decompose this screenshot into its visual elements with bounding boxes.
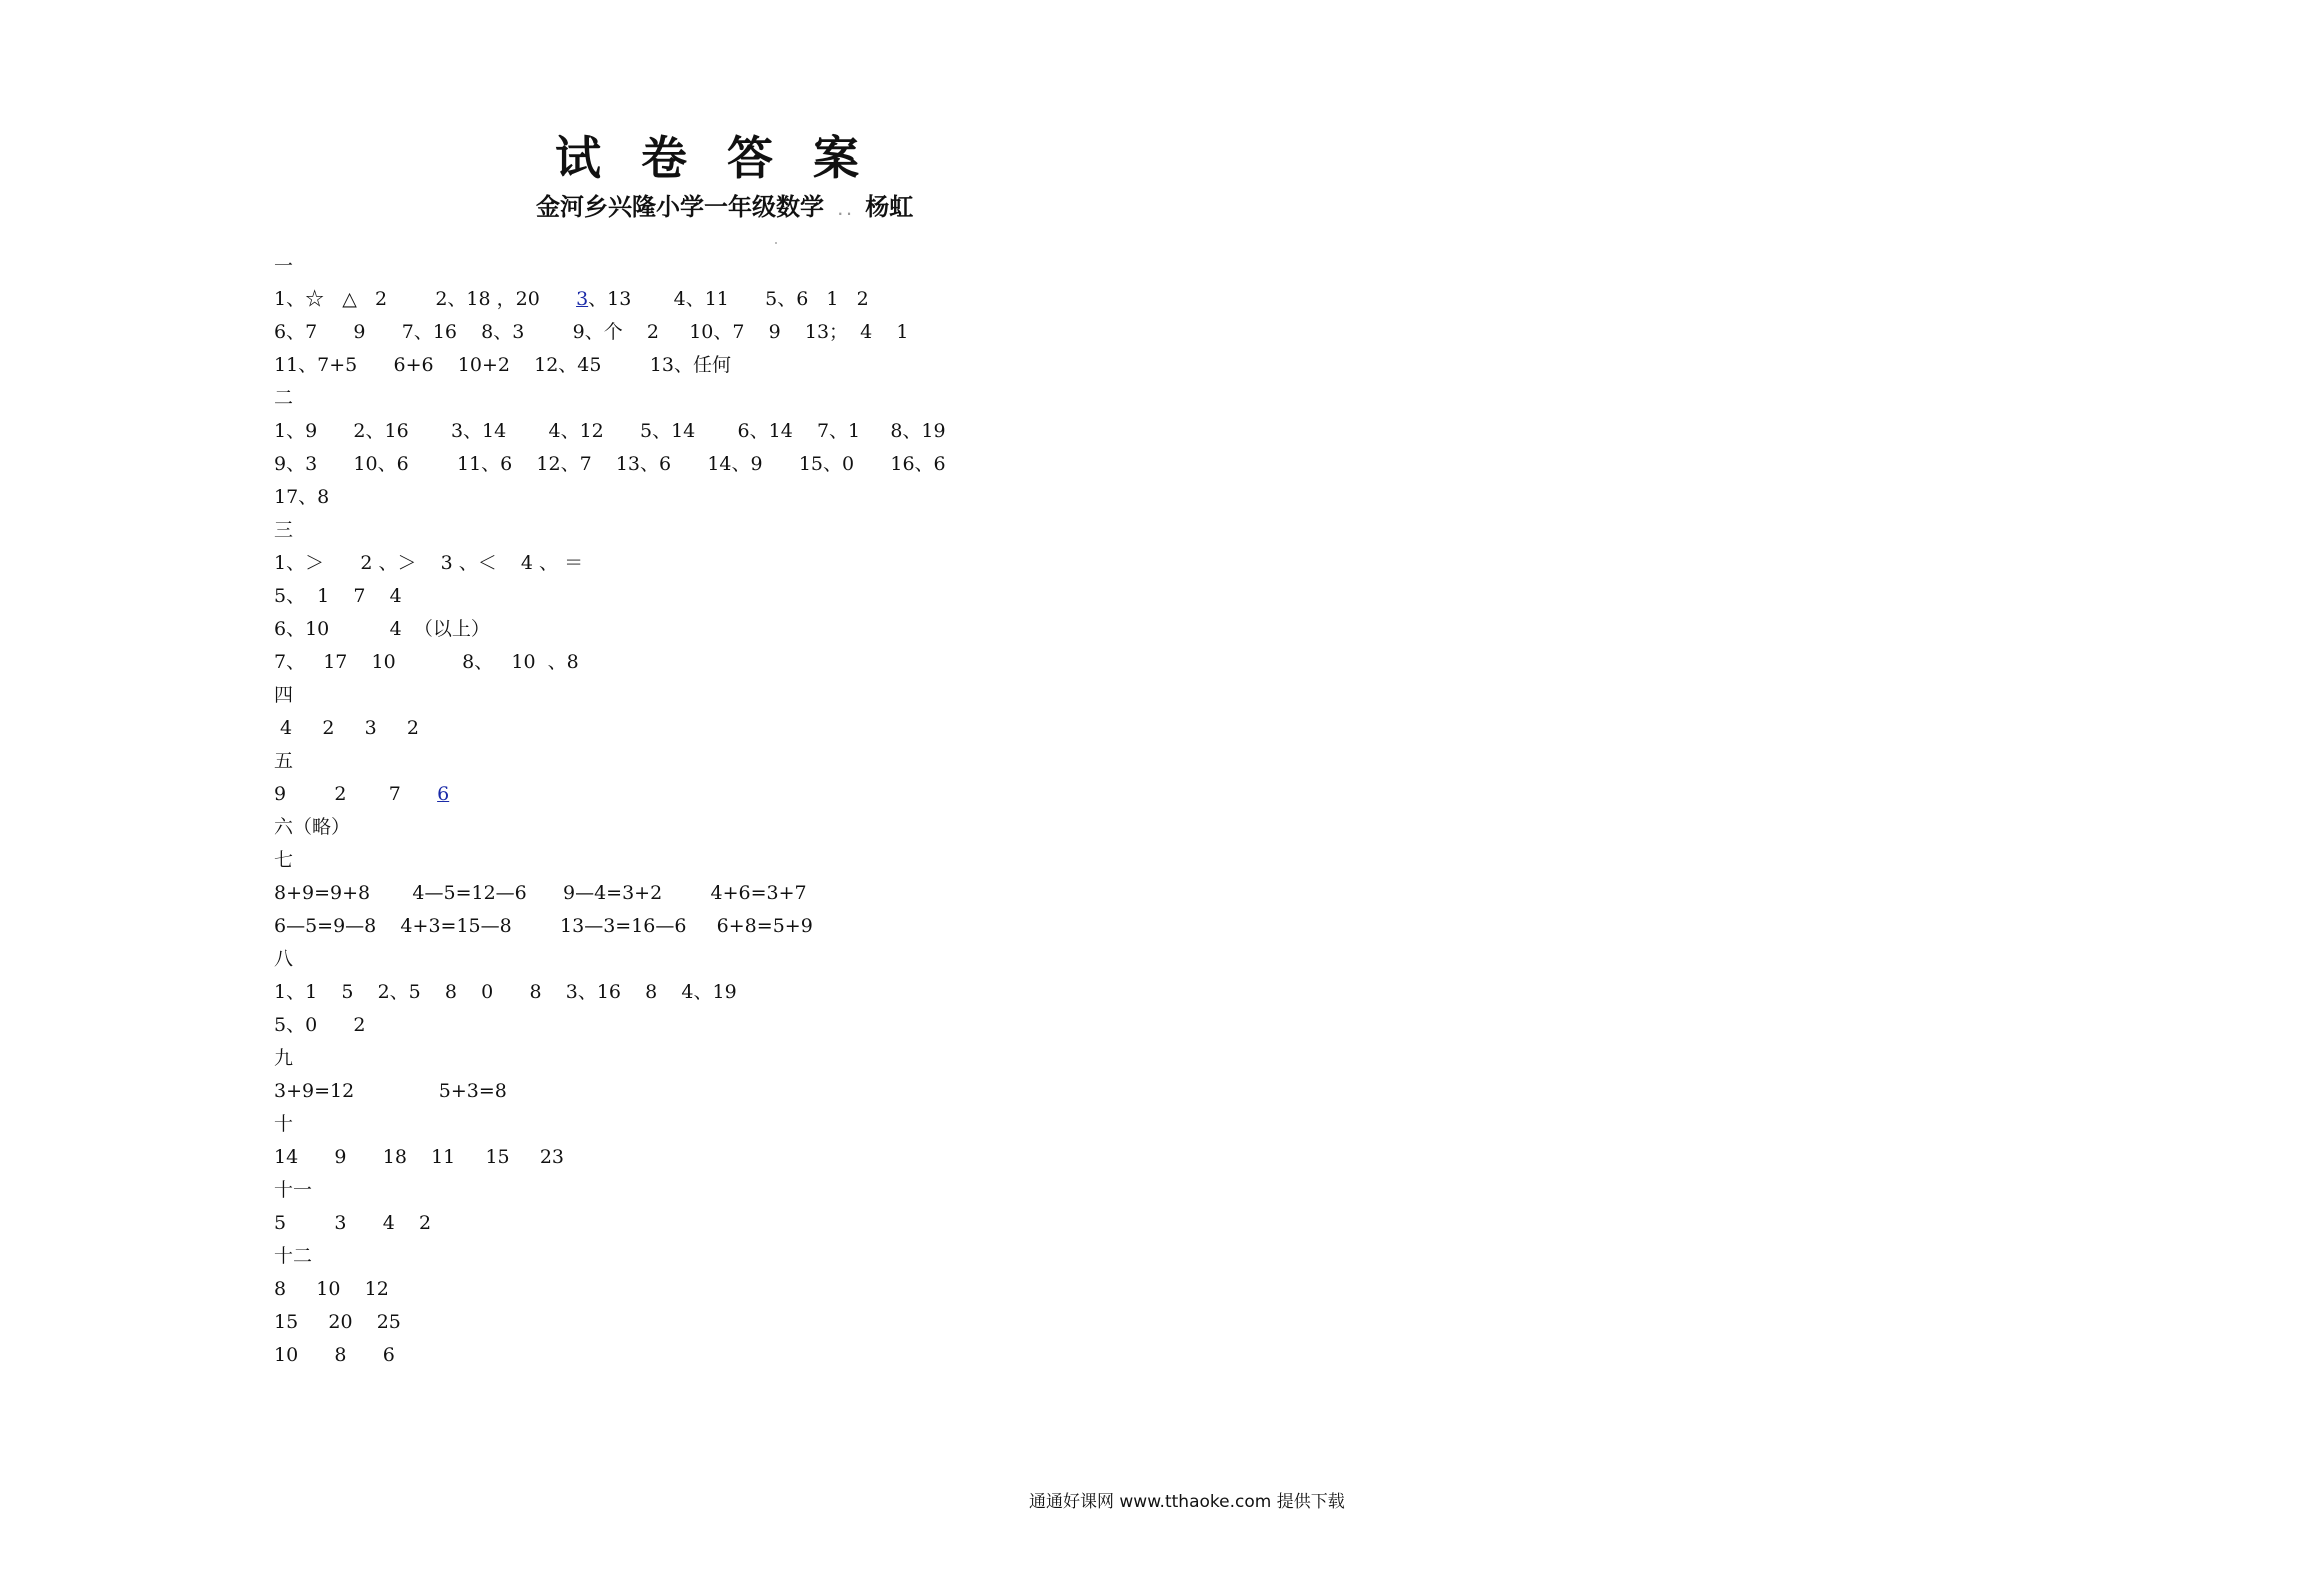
answer-text: 九 <box>274 1047 294 1069</box>
answer-text: 5、 1 7 4 <box>274 585 402 607</box>
answer-line <box>274 811 1174 844</box>
answer-text: 7、 17 10 8、 10 、8 <box>274 651 579 673</box>
answer-line <box>274 1273 1174 1306</box>
answer-text: 十二 <box>274 1245 313 1267</box>
answer-line <box>274 1042 1174 1075</box>
answer-text: 6、10 4 （以上） <box>274 618 490 640</box>
answer-text: 3+9=12 5+3=8 <box>274 1080 507 1102</box>
answer-text: 三 <box>274 519 294 541</box>
answer-text: 七 <box>274 849 294 871</box>
answer-text: 四 <box>274 684 294 706</box>
answer-line <box>274 976 1174 1009</box>
answer-line <box>274 547 1174 580</box>
answer-text: 五 <box>274 750 294 772</box>
answer-line <box>274 1174 1174 1207</box>
answer-text: 11、7+5 6+6 10+2 12、45 13、任何 <box>274 354 731 376</box>
answer-line <box>274 943 1174 976</box>
answer-text: 十 <box>274 1113 294 1135</box>
answer-line <box>274 1240 1174 1273</box>
answer-text: 8+9=9+8 4—5=12—6 9—4=3+2 4+6=3+7 <box>274 882 807 904</box>
document-subtitle <box>536 187 913 222</box>
answer-line <box>274 283 1174 316</box>
document-title: 试卷答案 <box>555 131 899 185</box>
answer-line <box>274 481 1174 514</box>
answer-text: 8 10 12 <box>274 1278 389 1300</box>
answer-line <box>274 382 1174 415</box>
answer-line <box>274 316 1174 349</box>
answer-line <box>274 1009 1174 1042</box>
answer-line <box>274 1108 1174 1141</box>
author-name: 杨虹 <box>865 193 914 221</box>
answer-line <box>274 712 1174 745</box>
answer-line <box>274 745 1174 778</box>
answer-text: 一 <box>274 255 294 277</box>
answer-line <box>274 778 1174 811</box>
answer-text: 10 8 6 <box>274 1344 395 1366</box>
answer-text: 二 <box>274 387 294 409</box>
answer-text: 4 2 3 2 <box>274 717 419 739</box>
school-name: 金河乡兴隆小学一年级数学 <box>536 193 824 221</box>
answer-line <box>274 844 1174 877</box>
answer-line <box>274 679 1174 712</box>
answer-text: 六（略） <box>274 816 351 838</box>
answer-line <box>274 646 1174 679</box>
answer-line <box>274 580 1174 613</box>
answer-link[interactable]: 6 <box>437 783 450 805</box>
page-footer: 通通好课网 www.tthaoke.com 提供下载 <box>1029 1492 1345 1512</box>
subtitle-separator: . . <box>838 204 852 218</box>
answer-line <box>274 910 1174 943</box>
answer-text: 1、9 2、16 3、14 4、12 5、14 6、14 7、1 8、19 <box>274 420 946 442</box>
answer-text: 17、8 <box>274 486 330 508</box>
answer-line <box>274 448 1174 481</box>
answer-line <box>274 415 1174 448</box>
answer-text: 5 3 4 2 <box>274 1212 432 1234</box>
answer-text: 十一 <box>274 1179 313 1201</box>
answer-text: 1、☆ △ 2 2、18 ，20 <box>274 288 577 310</box>
answer-line <box>274 1306 1174 1339</box>
answer-list <box>274 250 1174 1372</box>
answer-text: 1、＞ 2 、＞ 3 、＜ 4 、 ＝ <box>274 552 584 574</box>
answer-text: 5、0 2 <box>274 1014 366 1036</box>
answer-text: 6、7 9 7、16 8、3 9、个 2 10、7 9 13； 4 1 <box>274 321 909 343</box>
answer-line <box>274 1207 1174 1240</box>
answer-text: 、13 4、11 5、6 1 2 <box>588 288 869 310</box>
answer-line <box>274 514 1174 547</box>
answer-line <box>274 1075 1174 1108</box>
answer-text: 9 2 7 <box>274 783 438 805</box>
answer-text: 八 <box>274 948 294 970</box>
answer-text: 15 20 25 <box>274 1311 401 1333</box>
answer-text: 1、1 5 2、5 8 0 8 3、16 8 4、19 <box>274 981 737 1003</box>
answer-text: 6—5=9—8 4+3=15—8 13—3=16—6 6+8=5+9 <box>274 915 813 937</box>
answer-text: 14 9 18 11 15 23 <box>274 1146 565 1168</box>
answer-line <box>274 877 1174 910</box>
answer-line <box>274 1339 1174 1372</box>
answer-link[interactable]: 3 <box>576 288 589 310</box>
stray-dot <box>775 242 777 244</box>
answer-line <box>274 1141 1174 1174</box>
answer-text: 9、3 10、6 11、6 12、7 13、6 14、9 15、0 16、6 <box>274 453 946 475</box>
answer-line <box>274 250 1174 283</box>
answer-line <box>274 349 1174 382</box>
answer-line <box>274 613 1174 646</box>
